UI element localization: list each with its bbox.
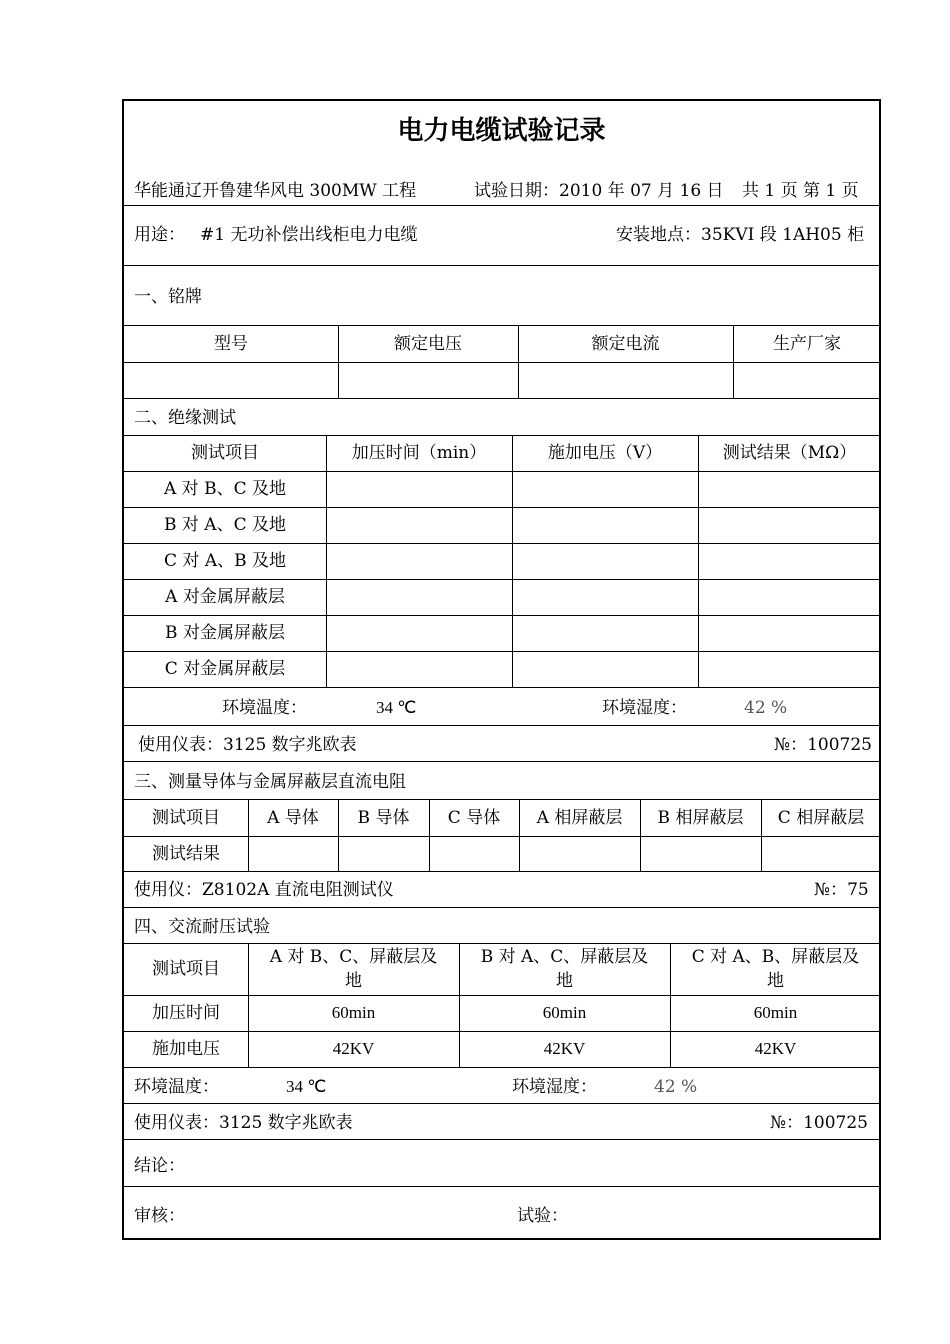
dc-result-label: 测试结果 — [152, 843, 220, 864]
ac-col-b-line1: B 对 A、C、屏蔽层及 — [480, 947, 649, 967]
ac-item-label: 测试项目 — [152, 959, 220, 979]
insulation-env-hum-label: 环境湿度： — [602, 698, 687, 718]
insulation-col-item: 测试项目 — [191, 443, 259, 463]
ac-voltage-label: 施加电压 — [152, 1039, 220, 1059]
insulation-row-item: A 对金属屏蔽层 — [165, 587, 285, 607]
review-label: 审核： — [134, 1206, 185, 1226]
tester-label: 试验： — [517, 1206, 568, 1226]
ac-col-c — [670, 943, 881, 995]
ac-col-c-line1: C 对 A、B、屏蔽层及 — [691, 947, 860, 967]
ac-voltage-value: 42KV — [754, 1039, 797, 1058]
dc-instrument-no: №：75 — [814, 880, 869, 900]
section-ac-withstand-heading: 四、交流耐压试验 — [134, 917, 270, 937]
insulation-env-temp: 34 ℃ — [376, 698, 417, 717]
usage-label: 用途： — [134, 225, 185, 245]
insulation-col-result: 测试结果（MΩ） — [722, 443, 857, 463]
insulation-row-item: B 对 A、C 及地 — [164, 515, 286, 535]
ac-instrument: 使用仪表：3125 数字兆欧表 — [134, 1113, 353, 1133]
document-title: 电力电缆试验记录 — [397, 116, 606, 146]
ac-time-value: 60min — [542, 1003, 587, 1022]
ac-col-b-line2: 地 — [556, 971, 573, 991]
ac-time-value: 60min — [331, 1003, 376, 1022]
dc-col-b-shield: B 相屏蔽层 — [657, 807, 744, 828]
insulation-col-time: 加压时间（min） — [351, 443, 487, 463]
ac-col-c-line2: 地 — [767, 971, 784, 991]
ac-env-hum-label: 环境湿度： — [512, 1077, 597, 1097]
ac-time-value: 60min — [753, 1003, 798, 1022]
insulation-row-item: C 对金属屏蔽层 — [164, 659, 286, 679]
ac-col-a-line1: A 对 B、C、屏蔽层及 — [269, 947, 438, 967]
nameplate-col-rated-voltage: 额定电压 — [394, 333, 462, 354]
ac-env-hum: 42 % — [654, 1077, 698, 1097]
dc-col-c-shield: C 相屏蔽层 — [777, 807, 865, 828]
dc-instrument: 使用仪：Z8102A 直流电阻测试仪 — [134, 880, 394, 900]
dc-col-c-conductor: C 导体 — [447, 807, 501, 828]
dc-col-a-conductor: A 导体 — [267, 807, 319, 828]
nameplate-col-rated-current: 额定电流 — [591, 333, 660, 354]
page-count: 共 1 页 第 1 页 — [742, 181, 859, 201]
install-location: 安装地点：35KVI 段 1AH05 柜 — [616, 225, 865, 245]
insulation-env-hum: 42 % — [744, 698, 788, 718]
nameplate-col-manufacturer: 生产厂家 — [773, 333, 841, 354]
insulation-row-item: B 对金属屏蔽层 — [165, 623, 285, 643]
insulation-row-item: C 对 A、B 及地 — [164, 551, 286, 571]
section-dc-resistance-heading: 三、测量导体与金属屏蔽层直流电阻 — [134, 772, 406, 792]
conclusion-label: 结论： — [134, 1156, 185, 1176]
nameplate-col-model: 型号 — [214, 333, 248, 354]
ac-instrument-no: №：100725 — [770, 1113, 868, 1133]
test-date: 试验日期：2010 年 07 月 16 日 — [474, 181, 724, 201]
ac-voltage-value: 42KV — [332, 1039, 375, 1058]
section-insulation-heading: 二、绝缘测试 — [134, 408, 236, 428]
insulation-instrument: 使用仪表：3125 数字兆欧表 — [138, 735, 357, 755]
section-nameplate-heading: 一、铭牌 — [134, 287, 202, 307]
ac-env-temp-label: 环境温度： — [134, 1077, 219, 1097]
test-record-form — [122, 99, 881, 1240]
dc-col-item: 测试项目 — [152, 807, 220, 828]
ac-col-b — [459, 943, 670, 995]
insulation-env-temp-label: 环境温度： — [222, 698, 307, 718]
insulation-col-voltage: 施加电压（V） — [547, 443, 663, 463]
ac-col-a-line2: 地 — [345, 971, 362, 991]
dc-col-a-shield: A 相屏蔽层 — [536, 807, 623, 828]
insulation-row-item: A 对 B、C 及地 — [164, 479, 286, 499]
ac-time-label: 加压时间 — [152, 1003, 220, 1023]
ac-col-a — [248, 943, 459, 995]
project-name: 华能通辽开鲁建华风电 300MW 工程 — [134, 181, 417, 201]
ac-voltage-value: 42KV — [543, 1039, 586, 1058]
dc-col-b-conductor: B 导体 — [357, 807, 410, 828]
ac-env-temp: 34 ℃ — [286, 1077, 327, 1096]
insulation-instrument-no: №：100725 — [774, 735, 872, 755]
usage-value: #1 无功补偿出线柜电力电缆 — [200, 225, 418, 245]
